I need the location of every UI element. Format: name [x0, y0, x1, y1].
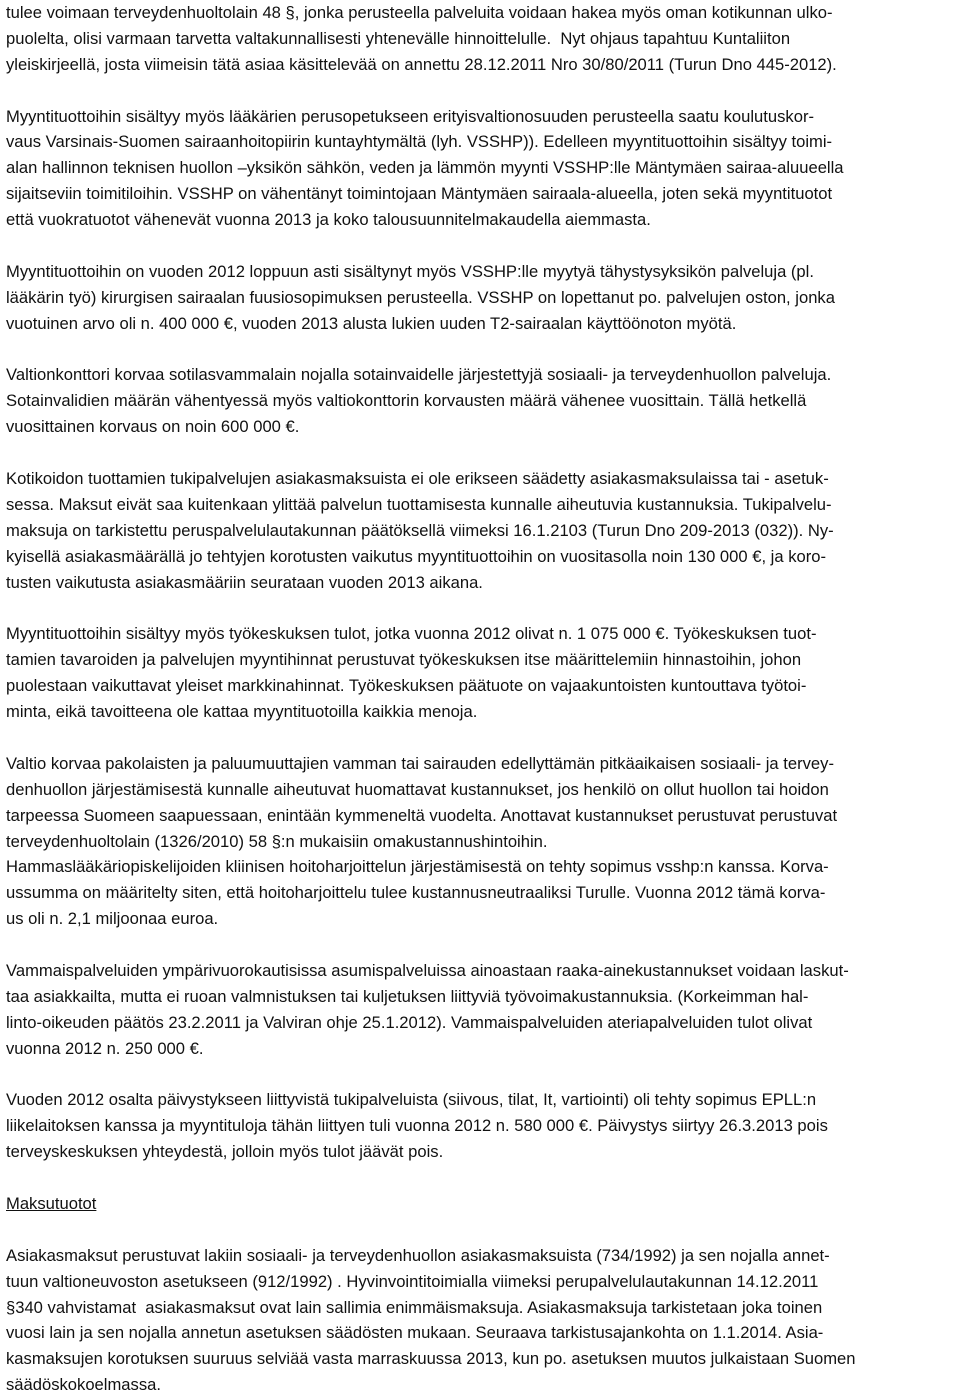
text-line: puolelta, olisi varmaan tarvetta valtakunnallisesti yhtenevälle hinnoittelulle. Nyt ohjaus tapahtuu Kuntaliiton	[6, 28, 791, 48]
paragraph-9	[6, 1087, 958, 1165]
text-line: Vuoden 2012 osalta päivystykseen liittyvistä tukipalveluista (siivous, tilat, It, vartiointi) oli tehty sopimus EPLL:n	[6, 1090, 817, 1110]
text-line: tuun valtioneuvoston asetukseen (912/1992) . Hyvinvointitoimialla viimeksi perupalvelulautakunnan 14.12.2011	[6, 1271, 819, 1291]
text-line: Asiakasmaksut perustuvat lakiin sosiaali- ja terveydenhuollon asiakasmaksuista (734/1992) ja sen nojalla annet-	[6, 1245, 830, 1265]
text-line: säädöskokoelmassa.	[6, 1375, 161, 1395]
paragraph-1	[6, 0, 958, 78]
text-line: Valtionkonttori korvaa sotilasvammalain nojalla sotainvaidelle järjestettyjä sosiaali- ja terveydenhuollon palveluja.	[6, 365, 832, 385]
paragraph-gap	[6, 233, 958, 259]
text-line: tarpeessa Suomeen saapuessaan, enintään kymmeneltä vuodelta. Anottavat kustannukset perustuvat perustuvat	[6, 805, 838, 825]
text-line: Myyntituottoihin sisältyy myös työkeskuksen tulot, jotka vuonna 2012 olivat n. 1 075 000 €. Työkeskuksen tuot-	[6, 624, 817, 644]
text-line: vuosi lain ja sen nojalla annetun asetuksen säädösten mukaan. Seuraava tarkistusajankohta on 1.1.2014. Asia-	[6, 1323, 824, 1343]
paragraph-gap	[6, 78, 958, 104]
text-line: §340 vahvistamat asiakasmaksut ovat lain sallimia enimmäismaksuja. Asiakasmaksuja tarkistetaan joka toinen	[6, 1297, 823, 1317]
text-line: terveydenhuoltolain (1326/2010) 58 §:n mukaisiin omakustannushintoihin.	[6, 831, 548, 851]
text-line: Kotikoidon tuottamien tukipalvelujen asiakasmaksuista ei ole erikseen säädetty asiakasmaksulaissa tai - asetuk-	[6, 469, 829, 489]
text-line: että vuokratuotot vähenevät vuonna 2013 ja koko talousuunnitelmakaudella aiemmasta.	[6, 210, 651, 230]
paragraph-gap	[6, 1165, 958, 1191]
paragraph-gap	[6, 440, 958, 466]
text-line: alan hallinnon teknisen huollon –yksikön sähkön, veden ja lämmön myynti VSSHP:lle Mäntymäen sairaa-aluueella	[6, 158, 844, 178]
paragraph-4	[6, 362, 958, 440]
paragraph-3	[6, 259, 958, 337]
text-line: minta, eikä tavoitteena ole kattaa myyntituotoilla kaikkia menoja.	[6, 702, 478, 722]
text-line: sijaitseviin toimitiloihin. VSSHP on vähentänyt toimintojaan Mäntymäen sairaala-alueella, joten sekä myyntituotot	[6, 184, 833, 204]
text-line: linto-oikeuden päätös 23.2.2011 ja Valviran ohje 25.1.2012). Vammaispalveluiden ateriapalveluiden tulot olivat	[6, 1012, 813, 1032]
paragraph-5	[6, 466, 958, 595]
text-line: vuonna 2012 n. 250 000 €.	[6, 1038, 204, 1058]
paragraph-2	[6, 104, 958, 233]
paragraph-8	[6, 958, 958, 1062]
paragraph-gap	[6, 1217, 958, 1243]
paragraph-gap	[6, 725, 958, 751]
text-line: Sotainvalidien määrän vähentyessä myös valtiokonttorin korvausten määrä vähenee vuosittain. Tällä hetkellä	[6, 391, 807, 411]
text-line: vaus Varsinais-Suomen sairaanhoitopiirin kuntayhtymältä (lyh. VSSHP)). Edelleen myyntituottoihin sisältyy toimi-	[6, 132, 833, 152]
text-line: Valtio korvaa pakolaisten ja paluumuuttajien vamman tai sairauden edellyttämän pitkäaikaisen sosiaali- ja tervey-	[6, 753, 834, 773]
text-line: ussumma on määritelty siten, että hoitoharjoittelu tulee kustannusneutraaliksi Turulle. Vuonna 2012 tämä korva-	[6, 883, 826, 903]
paragraph-maksutuotot	[6, 1243, 958, 1398]
text-line: Myyntituottoihin sisältyy myös lääkärien perusopetukseen erityisvaltionosuuden perusteella saatu koulutuskor-	[6, 106, 814, 126]
text-line: liikelaitoksen kanssa ja myyntituloja tähän liittyen tuli vuonna 2012 n. 580 000 €. Päivystys siirtyy 26.3.2013 pois	[6, 1116, 828, 1136]
section-heading: Maksutuotot	[6, 1193, 97, 1213]
text-line: tulee voimaan terveydenhuoltolain 48 §, jonka perusteella palveluita voidaan hakea myös oman kotikunnan ulko-	[6, 3, 833, 22]
text-line: terveyskeskuksen yhteydestä, jolloin myös tulot jäävät pois.	[6, 1142, 444, 1162]
text-line: maksuja on tarkistettu peruspalvelulautakunnan päätöksellä viimeksi 16.1.2103 (Turun Dno 209-2013 (032)). Ny-	[6, 520, 834, 540]
text-line: Hammaslääkäriopiskelijoiden kliinisen hoitoharjoittelun järjestämisestä on tehty sopimus vsshp:n kanssa. Korva-	[6, 857, 829, 877]
paragraph-gap	[6, 595, 958, 621]
paragraph-gap	[6, 932, 958, 958]
text-line: taa asiakkailta, mutta ei ruoan valmnistuksen tai kuljetuksen liittyviä työvoimakustannuksia. (Korkeimman hal-	[6, 986, 809, 1006]
text-line: us oli n. 2,1 miljoonaa euroa.	[6, 909, 219, 929]
text-line: lääkärin työ) kirurgisen sairaalan fuusiosopimuksen perusteella. VSSHP on lopettanut po. palvelujen oston, jonka	[6, 287, 835, 307]
text-line: puolestaan vaikuttavat yleiset markkinahinnat. Työkeskuksen päätuote on vajaakuntoisten kuntouttava työtoi-	[6, 676, 807, 696]
text-line: denhuollon järjestämisestä kunnalle aiheutuvat huomattavat kustannukset, jos henkilö on ollut huollon tai hoidon	[6, 779, 829, 799]
text-line: sessa. Maksut eivät saa kuitenkaan ylittää palvelun tuottamisesta kunnalle aiheutuvia kustannuksia. Tukipalvelu-	[6, 494, 832, 514]
text-line: vuotuinen arvo oli n. 400 000 €, vuoden 2013 alusta lukien uuden T2-sairaalan käyttöönoton myötä.	[6, 313, 737, 333]
text-line: vuosittainen korvaus on noin 600 000 €.	[6, 417, 300, 437]
text-line: Myyntituottoihin on vuoden 2012 loppuun asti sisältynyt myös VSSHP:lle myytyä tähystysyksikön palveluja (pl.	[6, 261, 814, 281]
paragraph-gap	[6, 1062, 958, 1088]
paragraph-7	[6, 751, 958, 932]
text-line: kasmaksujen korotuksen suuruus selviää vasta marraskuussa 2013, kun po. asetuksen muutos julkaistaan Suomen	[6, 1349, 856, 1369]
text-line: kyisellä asiakasmäärällä jo tehtyjen korotusten vaikutus myyntituottoihin on vuositasolla noin 130 000 €, ja koro-	[6, 546, 826, 566]
text-line: tusten vaikutusta asiakasmääriin seurataan vuoden 2013 aikana.	[6, 572, 483, 592]
paragraph-6	[6, 621, 958, 725]
text-line: Vammaispalveluiden ympärivuorokautisissa asumispalveluissa ainoastaan raaka-ainekustannukset voidaan laskut-	[6, 960, 849, 980]
text-line: yleiskirjeellä, josta viimeisin tätä asiaa käsittelevää on annettu 28.12.2011 Nro 30/80/2011 (Turun Dno 445-2012).	[6, 54, 837, 74]
text-line: tamien tavaroiden ja palvelujen myyntihinnat perustuvat työkeskuksen itse määrittelemiin hinnastoihin, johon	[6, 650, 802, 670]
paragraph-gap	[6, 337, 958, 363]
document-page	[6, 0, 958, 1398]
